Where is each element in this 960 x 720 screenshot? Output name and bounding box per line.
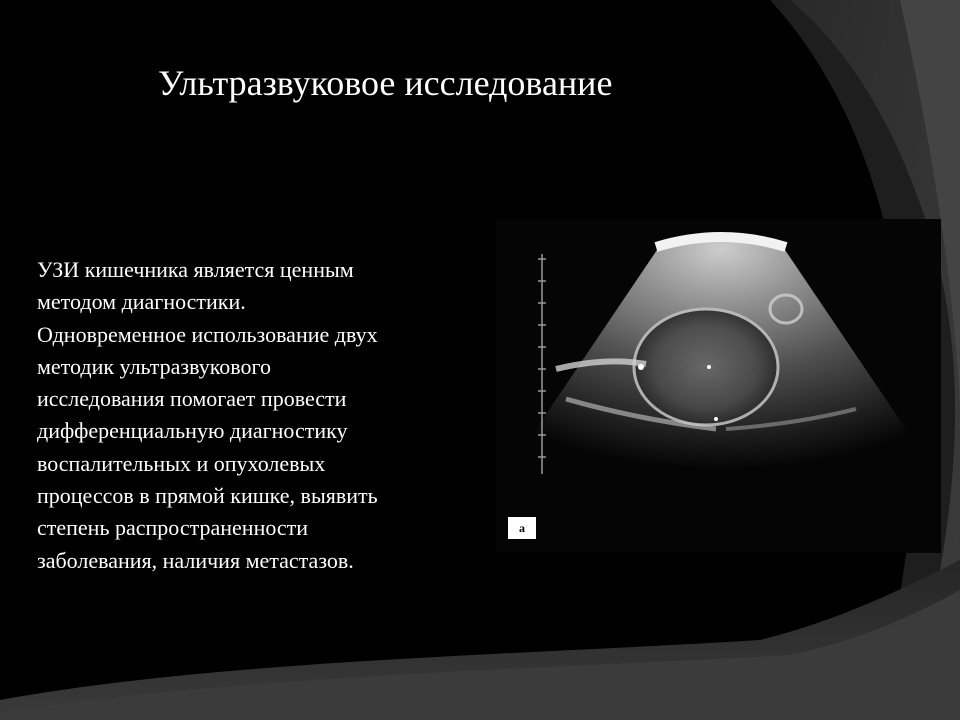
slide-title: Ультразвуковое исследование [158, 63, 613, 103]
image-marker-label: a [508, 517, 536, 539]
ultrasound-mass [634, 309, 778, 425]
ultrasound-scan [496, 219, 941, 553]
ultrasound-image [496, 219, 941, 553]
slide-body-text: УЗИ кишечника является ценным методом диагностики. Одновременное использование двух методик ультразвукового исследования помогает провести дифференциальную диагностику воспалительных и опухолевых процессов в прямой кишке, выявить степень распространенности заболевания, наличия метастазов. [37, 257, 378, 573]
